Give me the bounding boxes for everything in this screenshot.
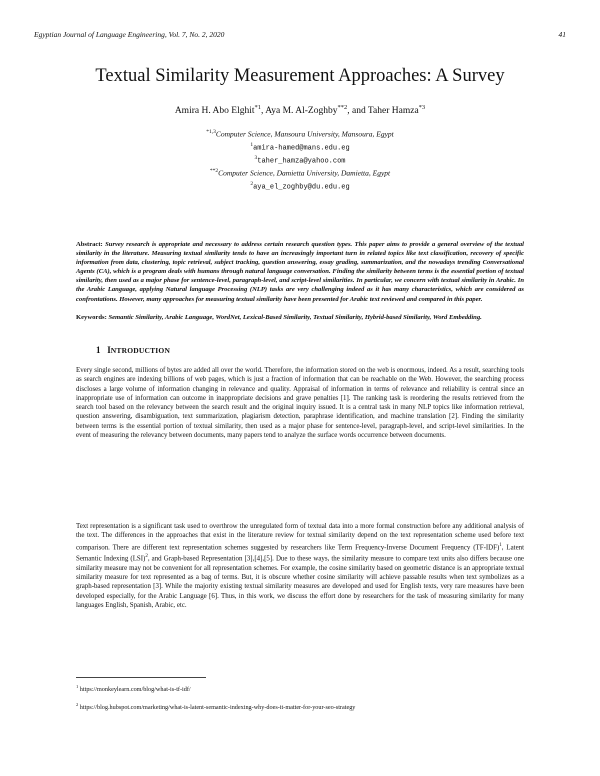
keywords-text: Semantic Similarity, Arabic Language, WordNet, Lexical-Based Similarity, Textual Similarity, Hybrid-based Similarity, Word Embedding. [108, 314, 482, 321]
email-1 [0, 140, 600, 154]
section-title-initial: I [107, 345, 111, 355]
abstract [76, 240, 524, 304]
abstract-text: Survey research is appropriate and necessary to address certain research question types. This paper aims to provide a general overview of the textual similarity in the literature. Measuring textual similarity tends to have an increasingly important turn in related topics like text classification, recovery of specific information from data, clustering, topic retrieval, subject tracking, question answering, essay grading, summarization, and the nowadays trending Conversational Agents (CA), which is a program deals with humans through natural language conversation. Finding the similarity between terms is the essential portion of textual similarity, then used as a major phase for sentence-level, paragraph-level, and script-level similarities. In particular, we concern with textual similarity in Arabic. In the Arabic Language, applying Natural language Processing (NLP) tasks are very challenging indeed as it has many characteristics, which are considered as confrontations. However, many approaches for measuring textual similarity have been presented for Arabic text reviewed and compared in this paper. [76, 241, 524, 303]
author-list [0, 104, 600, 116]
footnote-link[interactable]: https://monkeylearn.com/blog/what-is-tf-idf/ [79, 686, 191, 694]
author-mark: *1 [254, 104, 262, 111]
section-number: 1 [96, 345, 101, 355]
section-heading [96, 345, 170, 355]
author-name: Aya M. Al-Zoghby [265, 106, 338, 117]
keywords [76, 313, 524, 322]
body-paragraph-2 [76, 522, 524, 610]
section-title-rest: NTRODUCTION [110, 346, 171, 355]
affiliation-1 [0, 127, 600, 140]
affiliation-2 [0, 166, 600, 179]
author-name: Amira H. Abo Elghit [174, 106, 255, 117]
footnote-link[interactable]: https://blog.hubspot.com/marketing/what-is-latent-semantic-indexing-why-does-it-matter-for-your-seo-strategy [79, 704, 356, 712]
author-mark: **2 [337, 104, 348, 111]
page-number: 41 [558, 30, 566, 39]
email-text[interactable]: aya_el_zoghby@du.edu.eg [253, 183, 350, 192]
paper-title: Textual Similarity Measurement Approaches: A Survey [95, 66, 505, 86]
keywords-label: Keywords: [76, 314, 107, 321]
footnote-ref[interactable]: 2 [145, 554, 148, 560]
email-mark: 2 [250, 181, 254, 187]
paragraph-text: Text representation is a significant task used to overthrow the unregulated form of textual data into a more formal construction before any additional analysis of the text. The differences in the approaches that exist in the literature review for textual similarity depend on the text representation scheme used before text comparison. There are different text representation schemes suggested by researchers like Term Frequency-Inverse Document Frequency (TF-IDF) [76, 523, 524, 551]
footnote-mark: 2 [76, 702, 79, 707]
author-separator: , [261, 106, 266, 117]
author-mark: *3 [418, 104, 426, 111]
email-mark: 3 [254, 155, 258, 161]
paragraph-text: , Latent Semantic Indexing (LSI) [76, 543, 524, 563]
footnote-ref[interactable]: 1 [499, 542, 502, 548]
footnote-divider [76, 677, 206, 678]
abstract-label: Abstract: [76, 241, 103, 248]
email-text[interactable]: amira-hamed@mans.edu.eg [253, 144, 350, 153]
footnote-2 [76, 701, 524, 712]
email-3 [0, 153, 600, 167]
journal-name: Egyptian Journal of Language Engineering, Vol. 7, No. 2, 2020 [34, 30, 225, 39]
running-header [34, 30, 566, 39]
author-separator: , and [347, 106, 368, 117]
footnote-mark: 1 [76, 684, 79, 689]
author-name: Taher Hamza [367, 106, 419, 117]
affiliation-text: Computer Science, Mansoura University, Mansoura, Egypt [215, 129, 394, 139]
affiliation-text: Computer Science, Damietta University, Damietta, Egypt [218, 168, 391, 178]
paragraph-text: , and Graph-based Representation [3],[4],[5]. Due to these ways, the similarity measure to compare text units also differs because one similarity measure may not be convenient for all representation schemes. For example, the cosine similarity based on geometric distance is an appropriate textual similarity measure for text represented as a bag of terms. But, it is obscure whether cosine similarity will achieve passable results when text symbolizes as a graph-based representation [3]. While the majority existing textual similarity measures are developed and used for English texts, very rare measures have been developed especially, for the Arabic Language [6]. Thus, in this work, we discuss the effort done by researchers for the task of measuring similarity for many languages English, Spanish, Arabic, etc. [76, 555, 524, 609]
body-paragraph-1: Every single second, millions of bytes are added all over the world. Therefore, the information stored on the web is enormous, indeed. As a result, searching tools as search engines are indexing billions of web pages, which is just a fraction of information that can be reachable on the Web. However, the searching process discloses a large volume of information changing in relevance and quality. Appraisal of information in terms of relevance and reliability is central since an inappropriate use of information can outcome in inappropriate decisions and grave penalties [1]. The ranking task is reordering the results retrieved from the search tool based on the relevancy between the search result and the original inquiry issued. It is a central task in many NLP topics like information retrieval, question answering, disambiguation, text summarization, plagiarism detection, paraphrase identification, and machine translation [2]. Finding the similarity between terms is the essential portion of textual similarity, then used as a major phase for sentence-level, paragraph-level, and script-level similarities. In the event of measuring the relevancy between documents, many papers tend to analyze the surface words occurrence between documents. [76, 367, 524, 440]
affiliation-mark: *1,3 [206, 129, 216, 135]
footnote-1 [76, 683, 524, 694]
affiliation-mark: **2 [209, 168, 219, 174]
email-mark: 1 [250, 142, 254, 148]
email-text[interactable]: taher_hamza@yahoo.com [257, 157, 346, 166]
email-2 [0, 179, 600, 193]
